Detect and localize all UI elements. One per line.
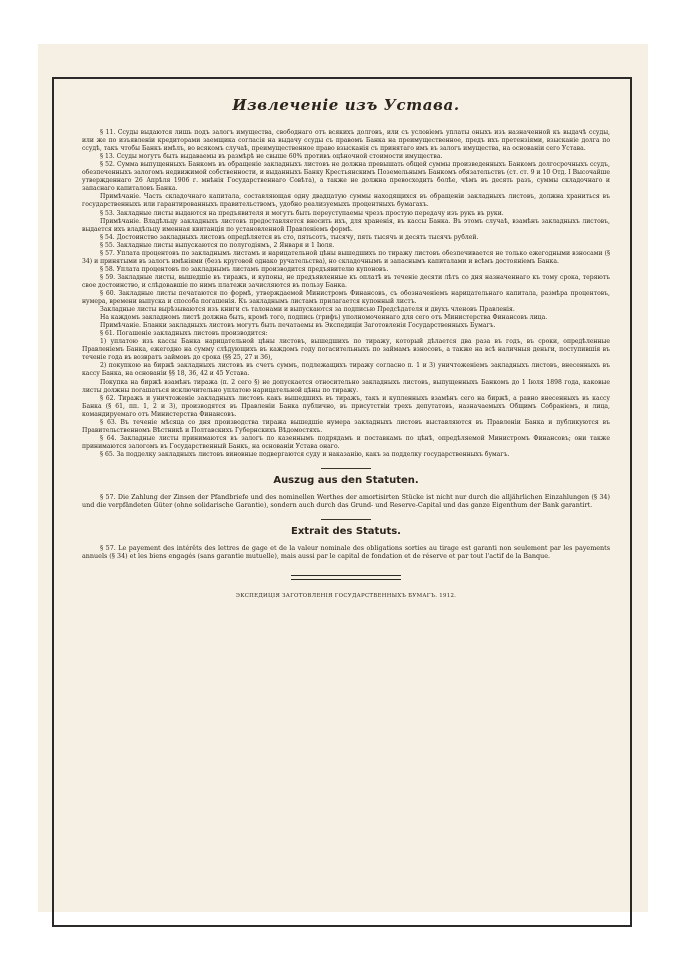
ornament-rule <box>291 575 401 580</box>
paragraph-s52: § 52. Сумма выпущенныхъ Банкомъ въ обращеніе закладныхъ листовъ не должна превышать общей суммы произведенныхъ Банкомъ долгосрочныхъ ссудъ, обезпеченныхъ залогомъ недвижимой собственности, и выданныхъ Банку Крестьянскимъ Поземельнымъ Банкомъ обязательствъ (ст. ст. 9 и 10 Отд. I Высочайше утвержденнаго 26 Апрѣля 1906 г. мнѣнія Государственнаго Совѣта), а также не должна превосходить болѣе, чѣмъ въ десять разъ, суммы складочнаго и запаснаго капиталовъ Банка. <box>82 161 610 193</box>
paragraph-s61-1: 1) уплатою изъ кассы Банка нарицательной цѣны листовъ, вышедшихъ по тиражу, который дѣлается два раза въ годъ, въ сроки, опредѣленные Правленіемъ Банка, ежегодно на сумму слѣдующихъ въ каждомъ году погасительныхъ по займамъ взносовъ, а также на всѣ наличныя деньги, поступившія въ теченіе года въ возвратъ займовъ до срока (§§ 25, 27 и 36), <box>82 338 610 362</box>
paragraph-s13: § 13. Ссуды могутъ быть выдаваемы въ размѣрѣ не свыше 60% противъ оцѣночной стоимости имущества. <box>100 153 443 161</box>
section-divider-2 <box>321 519 371 520</box>
paragraph-s60-c: На каждомъ закладномъ листѣ должна быть, кромѣ того, подпись (грифъ) уполномоченнаго для сего отъ Министерства Финансовъ лица. <box>100 314 548 322</box>
paragraph-s60: § 60. Закладные листы печатаются по формѣ, утверждаемой Министромъ Финансовъ, съ обозначеніемъ нарицательнаго капитала, размѣра процентовъ, нумера, времени выпуска и способа погашенія. Къ закладнымъ листамъ прилагается купонный листъ. <box>82 289 610 306</box>
paragraph-note-3: Примѣчаніе. Бланки закладныхъ листовъ могутъ быть печатаемы въ Экспедиціи Заготовленія Государственныхъ Бумагъ. <box>100 322 496 330</box>
paragraph-s55: § 55. Закладные листы выпускаются по полугодіямъ, 2 Января и 1 Іюля. <box>100 241 335 249</box>
section-divider <box>321 468 371 469</box>
document-content <box>82 91 610 915</box>
paragraph-s61-purchase: Покупка на биржѣ взамѣнъ тиража (п. 2 сего §) не допускается относительно закладныхъ листовъ, выпущенныхъ Банкомъ до 1 Іюля 1898 года, каковые листы должны погашаться исключительно уплатою нарицательной цѣны по тиражу. <box>82 378 610 394</box>
paragraph-s61: § 61. Погашеніе закладныхъ листовъ производится: <box>100 330 268 338</box>
paragraph-s58: § 58. Уплата процентовъ по закладнымъ листамъ производится предъявителю купоновъ. <box>100 265 389 273</box>
paragraph-s57: § 57. Уплата процентовъ по закладнымъ листамъ и нарицательной цѣны вышедшихъ по тиражу листовъ обезпечивается не только ежегодными взносами (§ 34) и принятыми въ залогъ имѣніями (безъ круговой однако ручательства), но складочнымъ и запаснымъ капиталами и всѣмъ достояніемъ Банка. <box>82 249 610 265</box>
german-heading: Auszug aus den Statuten. <box>273 474 419 486</box>
paragraph-s65: § 65. За подделку закладныхъ листовъ виновные подвергаются суду и наказанію, какъ за подделку государственныхъ бумагъ. <box>100 450 510 458</box>
printer-imprint: ЭКСПЕДИЦІЯ ЗАГОТОВЛЕНІЯ ГОСУДАРСТВЕННЫХЪ БУМАГЪ. 1912. <box>235 592 457 599</box>
paragraph-s53: § 53. Закладные листы выдаются на предъявителя и могутъ быть переуступаемы чрезъ простую передачу изъ рукъ въ руки. <box>100 209 504 217</box>
paragraph-s64: § 64. Закладные листы принимаются въ залогъ по казеннымъ подрядамъ и поставкамъ по цѣнѣ, опредѣляемой Министромъ Финансовъ; они также принимаются залогомъ въ Государственный Банкъ, на основаніи Устава онаго. <box>82 434 610 450</box>
paragraph-s54: § 54. Достоинство закладныхъ листовъ опредѣляется въ сто, пятьсотъ, тысячу, пять тысячъ и десять тысячъ рублей. <box>100 233 479 241</box>
document-frame <box>52 77 632 927</box>
paragraph-s61-2: 2) покупкою на биржѣ закладныхъ листовъ въ счетъ суммъ, подлежащихъ тиражу согласно п. 1 и 3) уничтоженіемъ закладныхъ листовъ, внесенныхъ въ кассу Банка, на основаніи §§ 18, 36, 42 и 45 Устава. <box>82 362 610 378</box>
french-paragraph: § 57. Le payement des intérêts des lettres de gage et de la valeur nominale des obligations sorties au tirage est garanti non seulement par les payements annuels (§ 34) et les biens engagés (sans garantie mutuelle), mais aussi par le capital de fondation et de réserve et par tout l'actif de la Banque. <box>82 543 610 561</box>
french-heading: Extrait des Statuts. <box>291 525 401 537</box>
paragraph-s63: § 63. Въ теченіе мѣсяца со дня производства тиража вышедшіе нумера закладныхъ листовъ выставляются въ Правленіи Банка и публикуются въ Правительственномъ Вѣстникѣ и Полтавскихъ Губернскихъ Вѣдомостяхъ. <box>82 418 610 434</box>
paragraph-s62: § 62. Тиражъ и уничтоженіе закладныхъ листовъ какъ вышедшихъ въ тиражъ, такъ и купленныхъ взамѣнъ сего на биржѣ, а равно внесенныхъ въ кассу Банка (§ 61, пп. 1, 2 и 3), производятся въ Правленіи Банка публично, въ присутствіи трехъ депутатовъ, назначаемыхъ Общимъ Собраніемъ, и лица, командируемаго отъ Министерства Финансовъ. <box>82 394 610 418</box>
paragraph-note-1: Примѣчаніе. Часть складочнаго капитала, составляющая одну двадцатую суммы находящихся въ обращеніи закладныхъ листовъ, должна храниться въ государственныхъ или гарантированныхъ правительствомъ, удобно реализуемыхъ процентныхъ бумагахъ. <box>82 193 610 209</box>
german-paragraph: § 57. Die Zahlung der Zinsen der Pfandbriefe und des nominellen Werthes der amortisirten Stücke ist nicht nur durch die alljährlichen Einzahlungen (§ 34) und die verpfändeten Güter (ohne solidarische Garantie), sondern auch durch das Grund- und Reserve-Capital und das ganze Eigenthum der Bank garantirt. <box>82 493 610 510</box>
document-title: Извлеченіе изъ Устава. <box>232 96 460 114</box>
paragraph-s60-b: Закладные листы вырѣзываются изъ книги съ талонами и выпускаются за подписью Предсѣдателя и двухъ членовъ Правленія. <box>100 306 515 314</box>
paragraph-note-2: Примѣчаніе. Владѣльцу закладныхъ листовъ предоставляется вносить ихъ, для храненія, въ кассы Банка. Въ этомъ случаѣ, взамѣнъ закладныхъ листовъ, выдается ихъ владѣльцу именная квитанція по установленной Правленіемъ формѣ. <box>82 217 610 233</box>
paragraph-s11: § 11. Ссуды выдаются лишь подъ залогъ имущества, свободнаго отъ всякихъ долговъ, или съ условіемъ уплаты оныхъ изъ назначенной къ выдачѣ ссуды, или же по изъявленіи кредиторами заемщика согласія на выдачу ссуды съ правомъ Банка на преимущественное, предъ ихъ претензіями, взысканіе долга по ссудѣ, такъ чтобы Банкъ имѣлъ, во всякомъ случаѣ, преимущественное право взысканія съ принятаго имъ въ залогъ имущества, на основаніи сего Устава. <box>82 129 610 153</box>
paper-sheet <box>38 44 648 912</box>
paragraph-s59: § 59. Закладные листы, вышедшіе въ тиражъ, и купоны, не предъявленные къ оплатѣ въ теченіе десяти лѣтъ со дня назначеннаго къ тому срока, теряютъ свое достоинство, и слѣдовавшіе по нимъ платежи зачисляются въ пользу Банка. <box>82 273 610 289</box>
